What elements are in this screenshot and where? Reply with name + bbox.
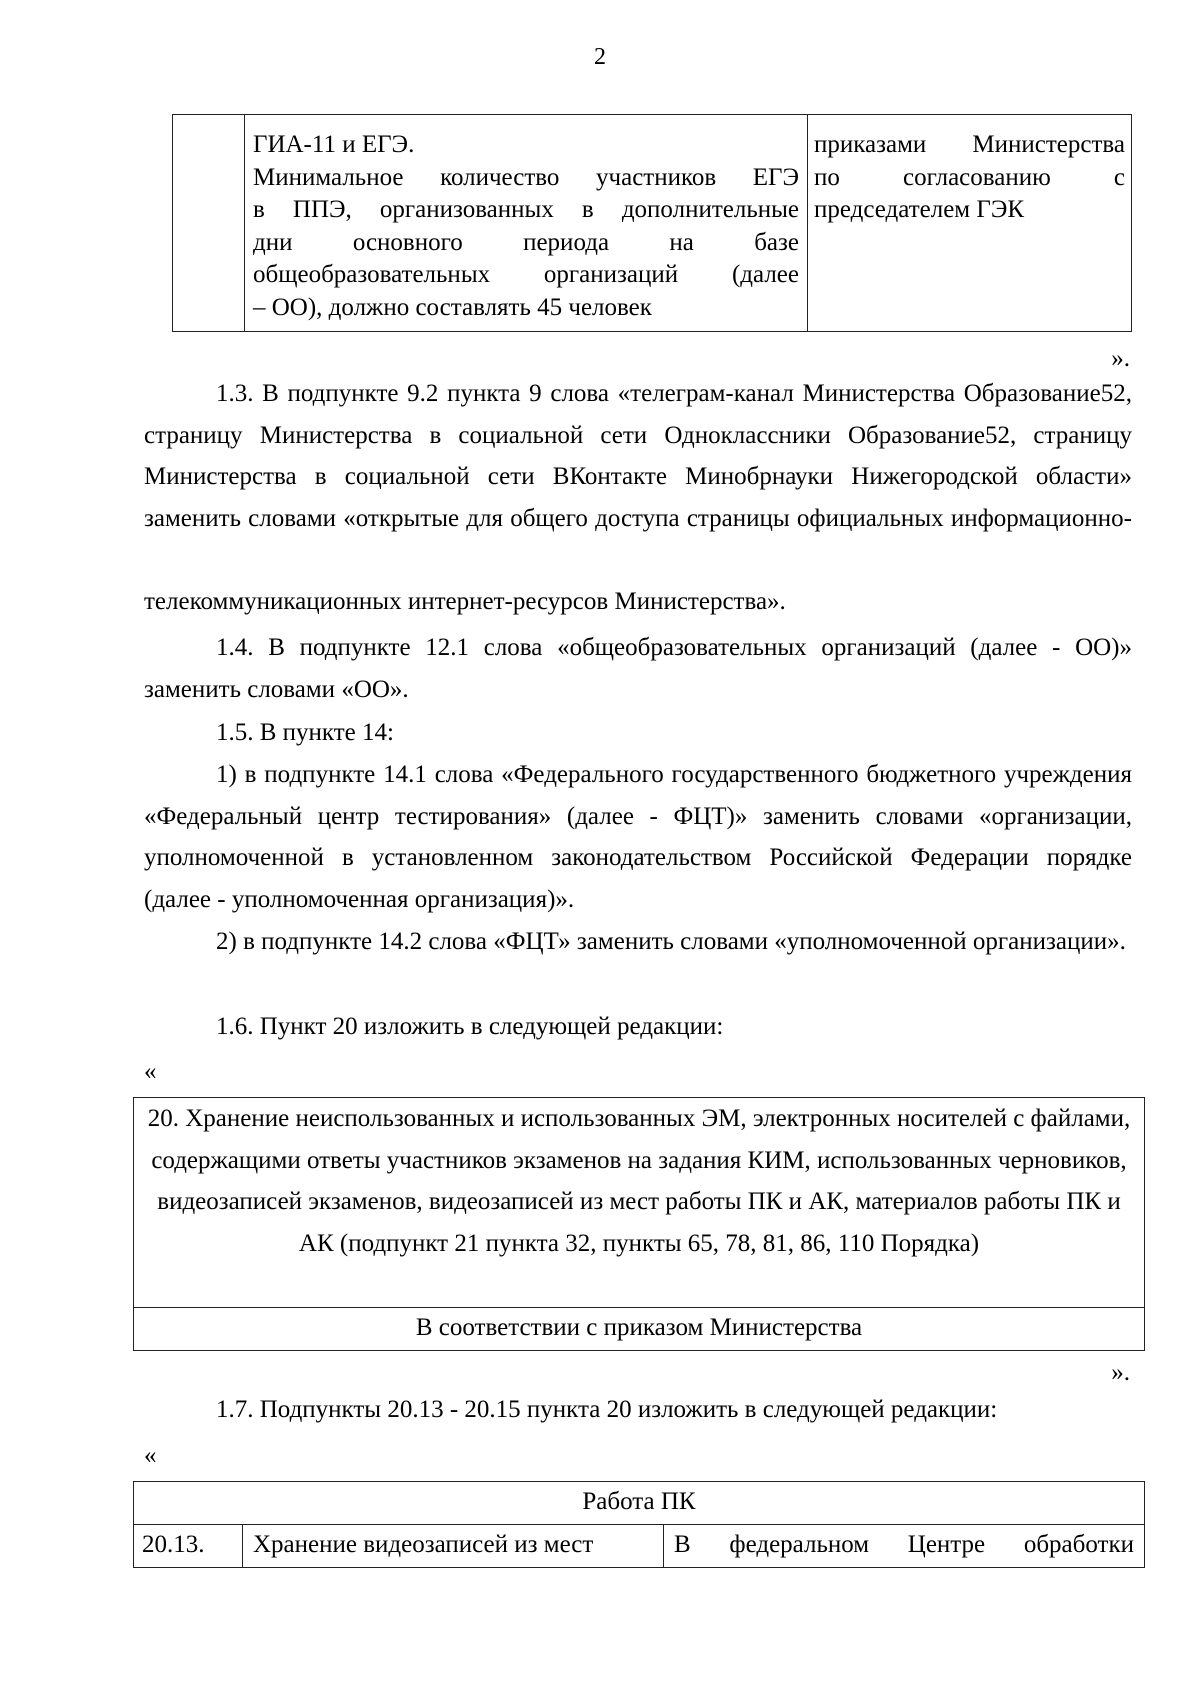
closing-quote: ». xyxy=(1111,1359,1130,1386)
cell-line: ГИА-11 и ЕГЭ. xyxy=(253,131,415,158)
paragraph-1-5-item-2: 2) в подпункте 14.2 слова «ФЦТ» заменить словами «уполномоченной организации». xyxy=(216,928,1126,955)
table-continuation xyxy=(172,114,1132,332)
table-cell-item-20: 20. Хранение неиспользованных и использованных ЭМ, электронных носителей с файлами, содержащими ответы участников экзаменов на задания КИМ, использованных черновиков, видеозаписей экзаменов, видеозаписей из мест работы ПК и АК, материалов работы ПК и АК (подпункт 21 пункта 32, пункты 65, 78, 81, 86, 110 Порядка) xyxy=(134,1098,1145,1308)
table-cell-number xyxy=(173,115,245,332)
table-cell-place: В федеральном Центре обработки xyxy=(664,1525,1145,1568)
cell-line: в ППЭ, организованных в дополнительные xyxy=(253,196,799,223)
table-row xyxy=(173,115,1132,332)
cell-line: председателем ГЭК xyxy=(814,196,1024,223)
table-pk-work xyxy=(133,1481,1145,1568)
paragraph-1-3: 1.3. В подпункте 9.2 пункта 9 слова «телеграм-канал Министерства Образование52, страницу Министерства в социальной сети Одноклассники Образование52, страницу Министерства в социальной сети ВКонтакте Минобрнауки Нижегородской области» заменить словами «открытые для общего доступа страницы официальных информационно- xyxy=(144,380,1132,532)
table-cell-basis: В соответствии с приказом Министерства xyxy=(134,1308,1145,1351)
table-item-20 xyxy=(133,1097,1145,1351)
paragraph-1-5: 1.5. В пункте 14: xyxy=(216,719,394,746)
paragraph-1-3-last-line: телекоммуникационных интернет-ресурсов Министерства». xyxy=(144,588,786,615)
table-cell-number: 20.13. xyxy=(134,1525,243,1568)
cell-line: общеобразовательных организаций (далее xyxy=(253,261,799,288)
page-number: 2 xyxy=(594,44,606,70)
cell-line: дни основного периода на базе xyxy=(253,228,799,256)
table-row xyxy=(134,1308,1145,1351)
cell-line: по согласованию с xyxy=(814,163,1125,191)
table-cell-description: Хранение видеозаписей из мест xyxy=(243,1525,664,1568)
closing-quote: ». xyxy=(1111,345,1130,372)
cell-line: приказами Министерства xyxy=(814,131,1125,158)
cell-line: Минимальное количество участников ЕГЭ xyxy=(253,163,799,191)
paragraph-1-5-item-1: 1) в подпункте 14.1 слова «Федерального государственного бюджетного учреждения «Федеральный центр тестирования» (далее - ФЦТ)» заменить словами «организации, уполномоченной в установленном законодательством Российской Федерации порядке (далее - уполномоченная организация)». xyxy=(144,761,1132,913)
opening-quote: « xyxy=(144,1058,157,1085)
table-row xyxy=(134,1525,1145,1568)
paragraph-1-7: 1.7. Подпункты 20.13 - 20.15 пункта 20 изложить в следующей редакции: xyxy=(216,1396,998,1423)
table-cell-description xyxy=(245,115,808,332)
cell-line: – ОО), должно составлять 45 человек xyxy=(253,293,652,321)
table-row xyxy=(134,1098,1145,1308)
paragraph-1-6: 1.6. Пункт 20 изложить в следующей редакции: xyxy=(216,1013,724,1040)
paragraph-1-4: 1.4. В подпункте 12.1 слова «общеобразовательных организаций (далее - ОО)» заменить словами «ОО». xyxy=(144,634,1132,703)
table-header-row xyxy=(134,1482,1145,1525)
opening-quote: « xyxy=(144,1442,157,1469)
table-cell-responsible xyxy=(808,115,1132,332)
table-header-cell: Работа ПК xyxy=(134,1482,1145,1525)
